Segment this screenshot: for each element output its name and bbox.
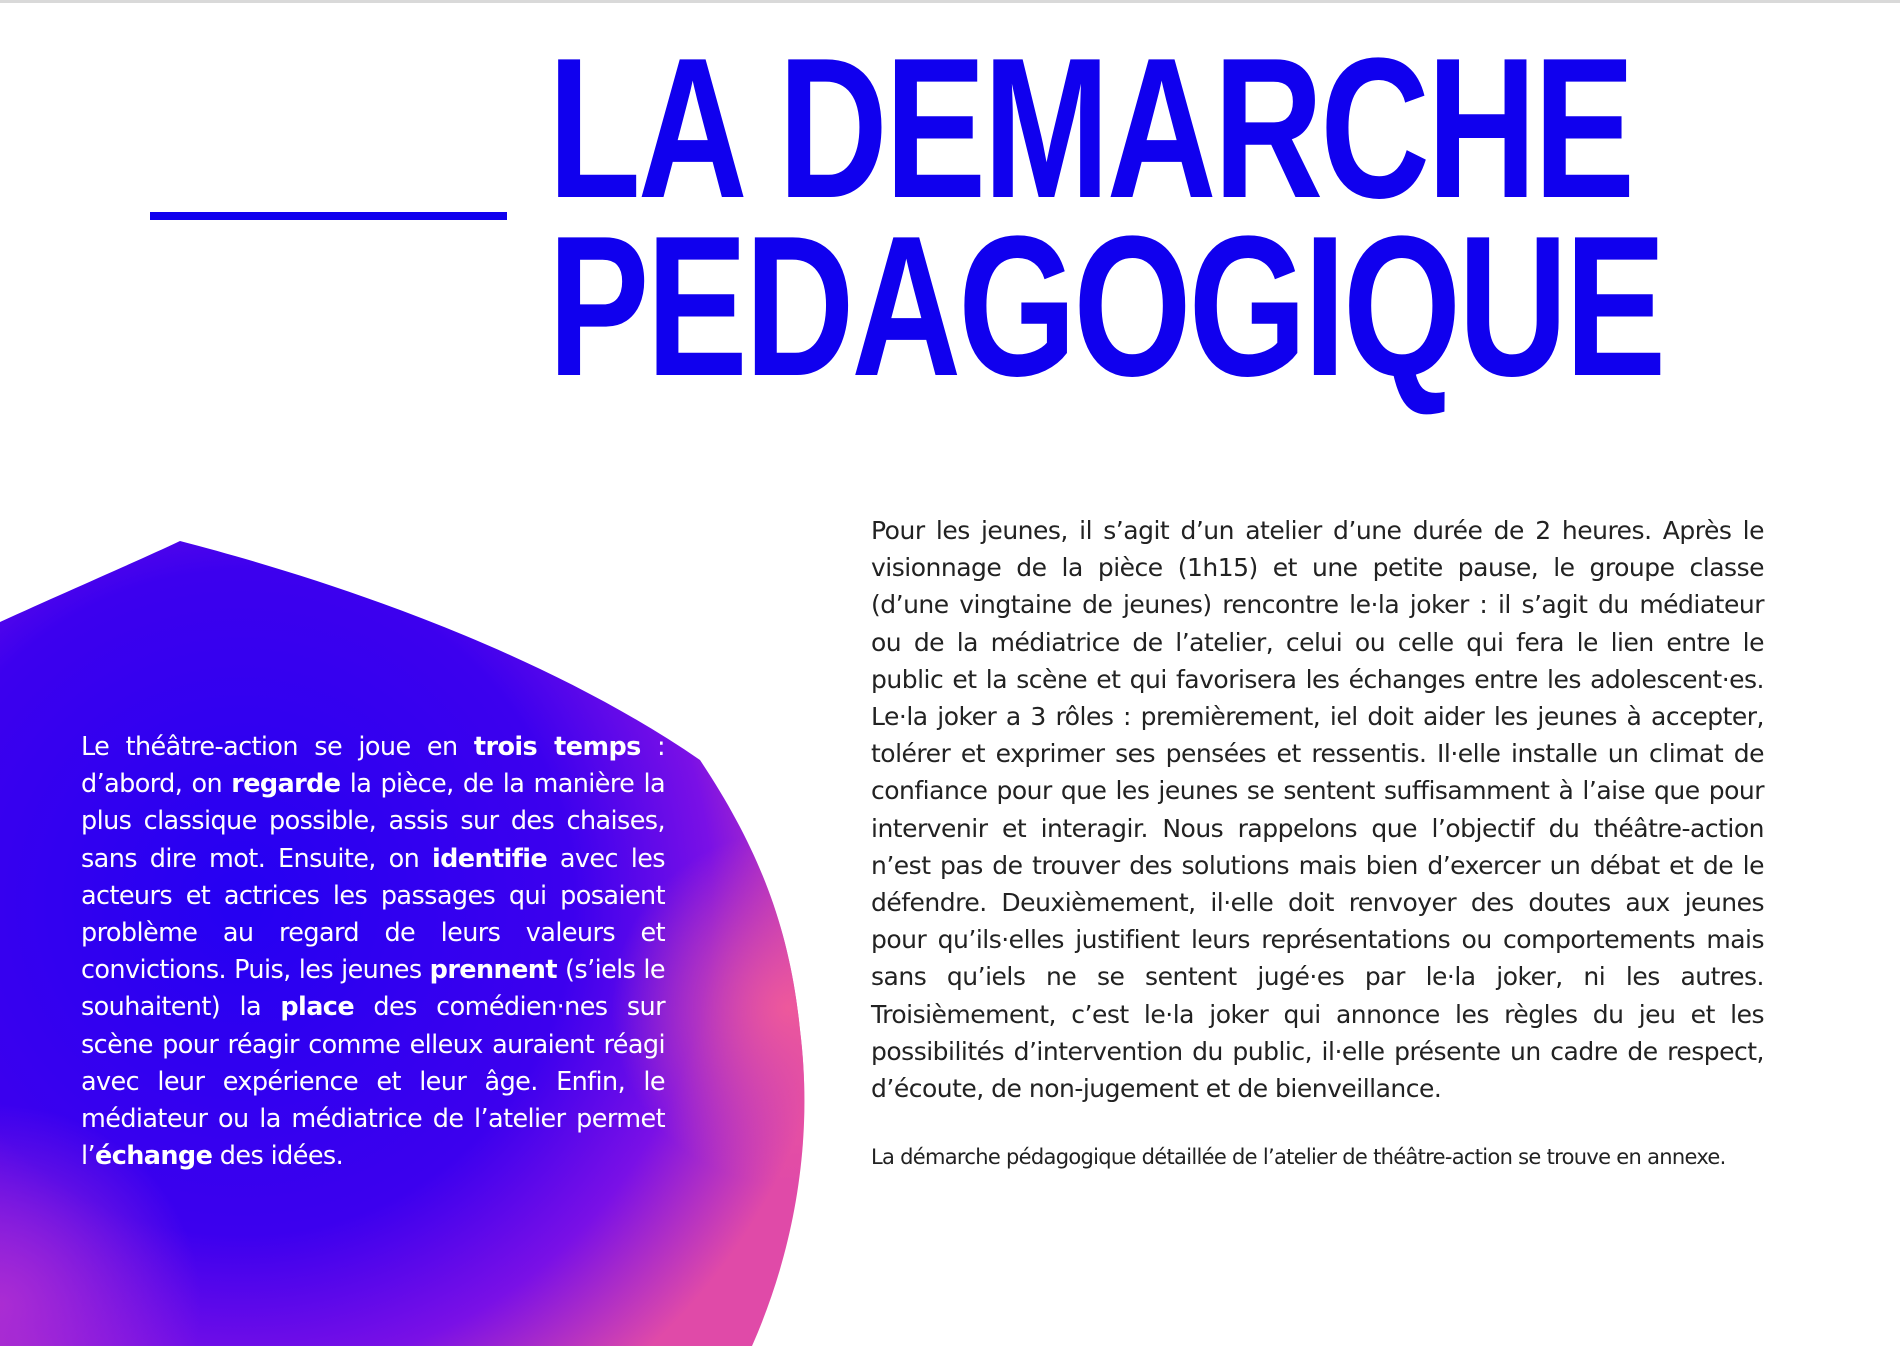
emphasis-text: identifie — [431, 843, 548, 874]
emphasis-text: regarde — [231, 769, 341, 800]
page-title-line-2: PEDAGOGIQUE — [548, 195, 1664, 418]
body-text: Le théâtre-action se joue en — [81, 732, 474, 762]
body-text: des idées. — [212, 1141, 344, 1172]
body-text: : d’abord, on — [81, 732, 666, 800]
emphasis-text: échange — [95, 1141, 213, 1172]
body-text: des comédien·nes sur scène pour réagir comme elleux auraient réagi avec leur expérience et leur âge. Enfin, le médiateur ou la médiatrice de l’atelier permet l’ — [81, 992, 665, 1172]
emphasis-text: trois temps — [473, 732, 641, 762]
annex-note: La démarche pédagogique détaillée de l’atelier de théâtre-action se trouve en annexe. — [871, 1145, 1726, 1169]
left-intro-paragraph — [81, 729, 665, 1175]
body-text: avec les acteurs et actrices les passages qui posaient problème au regard de leurs valeurs et convictions. Puis, les jeunes — [81, 843, 665, 986]
page-title-line-1: LA DEMARCHE — [548, 17, 1632, 240]
body-text: la pièce, de la manière la plus classique possible, assis sur des chaises, sans dire mot. Ensuite, on — [81, 769, 665, 874]
right-body-paragraph: Pour les jeunes, il s’agit d’un atelier d’une durée de 2 heures. Après le visionnage de la pièce (1h15) et une petite pause, le groupe classe (d’une vingtaine de jeunes) rencontre le·la joker : il s’agit du médiateur ou de la médiatrice de l’atelier, celui ou celle qui fera le lien entre le public et la scène et qui favorisera les échanges entre les adolescent·es. Le·la joker a 3 rôles : premièrement, iel doit aider les jeunes à accepter, tolérer et exprimer ses pensées et ressentis. Il·elle installe un climat de confiance pour que les jeunes se sentent suffisamment à l’aise que pour intervenir et interagir. Nous rappelons que l’objectif du théâtre-action n’est pas de trouver des solutions mais bien d’exercer un débat et de le défendre. Deuxièmement, il·elle doit renvoyer des doutes aux jeunes pour qu’ils·elles justifient leurs représentations ou comportements mais sans qu’iels ne se sentent jugé·es par le·la joker, ni les autres. Troisièmement, c’est le·la joker qui annonce les règles du jeu et les possibilités d’intervention du public, il·elle présente un cadre de respect, d’écoute, de non-jugement et de bienveillance. — [871, 516, 1764, 1104]
emphasis-text: place — [280, 992, 355, 1023]
body-text: (s’iels le souhaitent) la — [81, 955, 665, 1023]
emphasis-text: prennent — [429, 955, 557, 986]
